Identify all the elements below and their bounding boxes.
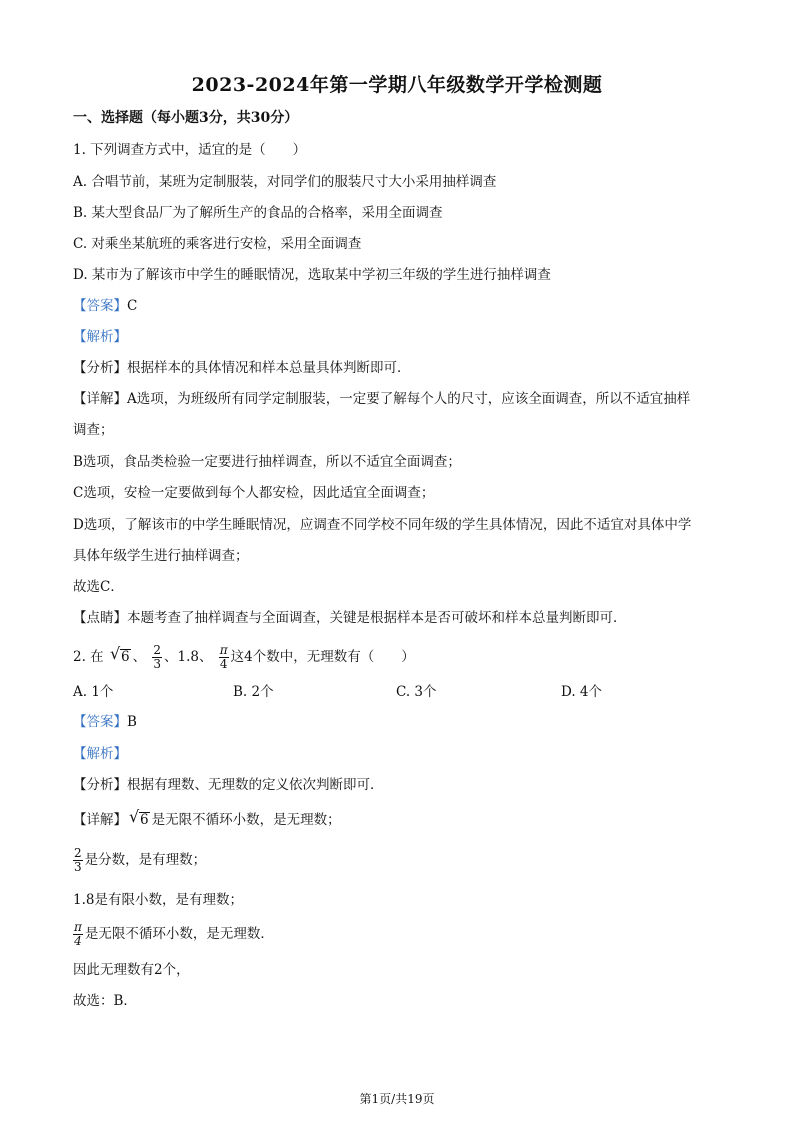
q2-options	[73, 680, 713, 700]
answer-value: C	[127, 298, 138, 314]
q2-xiangjie-6: 故选：B．	[73, 993, 137, 1009]
fenxi-text: 根据有理数、无理数的定义依次判断即可．	[127, 777, 384, 793]
q2-option-b: B. 2个	[233, 684, 274, 700]
q1-option-b: B. 某大型食品厂为了解所生产的食品的合格率，采用全面调查	[73, 205, 443, 221]
dianjing-tag: 【点睛】	[73, 610, 127, 626]
fenxi-tag: 【分析】	[73, 360, 127, 376]
answer-value: B	[127, 714, 137, 730]
page-footer: 第1页/共19页	[359, 1092, 435, 1106]
q1-option-d: D. 某市为了解该市中学生的睡眠情况，选取某中学初三年级的学生进行抽样调查	[73, 267, 551, 283]
answer-tag: 【答案】	[73, 714, 127, 730]
q1-xiangjie-3: B选项，食品类检验一定要进行抽样调查，所以不适宜全面调查；	[73, 454, 461, 470]
xiangjie-tag: 【详解】	[73, 391, 127, 407]
analysis-tag: 【解析】	[73, 329, 127, 345]
q2-number: 2. 在	[73, 649, 104, 665]
xiangjie-tag: 【详解】	[73, 812, 127, 828]
q2-stem	[73, 642, 734, 672]
radicand: 6	[120, 649, 130, 665]
separator: 、1.8、	[164, 649, 213, 665]
page-title: 2023-2024年第一学期八年级数学开学检测题	[191, 74, 603, 96]
separator: 、	[132, 649, 147, 665]
q1-xiangjie-6: 具体年级学生进行抽样调查；	[73, 548, 249, 564]
q2-analysis	[73, 744, 734, 764]
q2-option-a: A. 1个	[73, 684, 114, 700]
fenxi-tag: 【分析】	[73, 777, 127, 793]
fraction-two-thirds: $\frac{2}{3}$	[74, 846, 82, 874]
q2-xiangjie-1: 【详解】 √ 6 是无限不循环小数，是无理数；	[73, 808, 734, 832]
q1-xiangjie-2: 调查；	[73, 422, 114, 438]
analysis-tag: 【解析】	[73, 746, 127, 762]
q2-xiangjie-4: $\frac{\pi}{4}$ 是无限不循环小数，是无理数．	[74, 920, 274, 948]
q1-analysis	[73, 327, 734, 347]
radical-sign-icon: √	[109, 644, 121, 663]
q1-stem: 1. 下列调查方式中，适宜的是（ ）	[73, 142, 307, 158]
q1-xiangjie-5: D选项，了解该市的中学生睡眠情况，应调查不同学校不同年级的学生具体情况，因此不适宜对具体中学	[73, 517, 692, 533]
q2-option-c: C. 3个	[396, 684, 437, 700]
q1-xiangjie-7: 故选C．	[73, 579, 124, 595]
answer-tag: 【答案】	[73, 298, 127, 314]
xiangjie-text: A选项，为班级所有同学定制服装，一定要了解每个人的尺寸，应该全面调查，所以不适宜抽样	[127, 391, 691, 407]
q2-fenxi	[73, 775, 734, 795]
fraction-pi-over-four: $\frac{\pi}{4}$	[74, 920, 82, 948]
q1-xiangjie-4: C选项，安检一定要做到每个人都安检，因此适宜全面调查；	[73, 485, 435, 501]
dianjing-text: 本题考查了抽样调查与全面调查，关键是根据样本是否可破坏和样本总量判断即可．	[127, 610, 627, 626]
sqrt-expression	[110, 642, 131, 672]
radicand: 6	[140, 812, 149, 828]
sqrt-expression	[129, 808, 150, 832]
q1-option-a: A. 合唱节前，某班为定制服装，对同学们的服装尺寸大小采用抽样调查	[73, 174, 497, 190]
fenxi-text: 根据样本的具体情况和样本总量具体判断即可．	[127, 360, 411, 376]
fraction-two-thirds: $\frac{2}{3}$	[153, 643, 161, 671]
radical-sign-icon: √	[129, 807, 140, 826]
q2-answer	[73, 712, 734, 732]
fraction-pi-over-four: $\frac{\pi}{4}$	[219, 643, 228, 671]
q1-option-c: C. 对乘坐某航班的乘客进行安检，采用全面调查	[73, 236, 362, 252]
q2-xiangjie-2: $\frac{2}{3}$ 是分数，是有理数；	[74, 846, 207, 874]
q1-xiangjie	[73, 389, 734, 409]
q1-fenxi	[73, 358, 734, 378]
q2-xiangjie-3: 1.8是有限小数，是有理数；	[73, 892, 243, 908]
q2-option-d: D. 4个	[561, 684, 603, 700]
q2-stem-tail: 这4个数中，无理数有（ ）	[230, 649, 415, 665]
section-heading: 一、选择题（每小题3分，共30分）	[73, 110, 299, 126]
q2-xiangjie-5: 因此无理数有2个，	[73, 962, 190, 978]
q1-answer	[73, 296, 734, 316]
q1-dianjing	[73, 608, 734, 628]
